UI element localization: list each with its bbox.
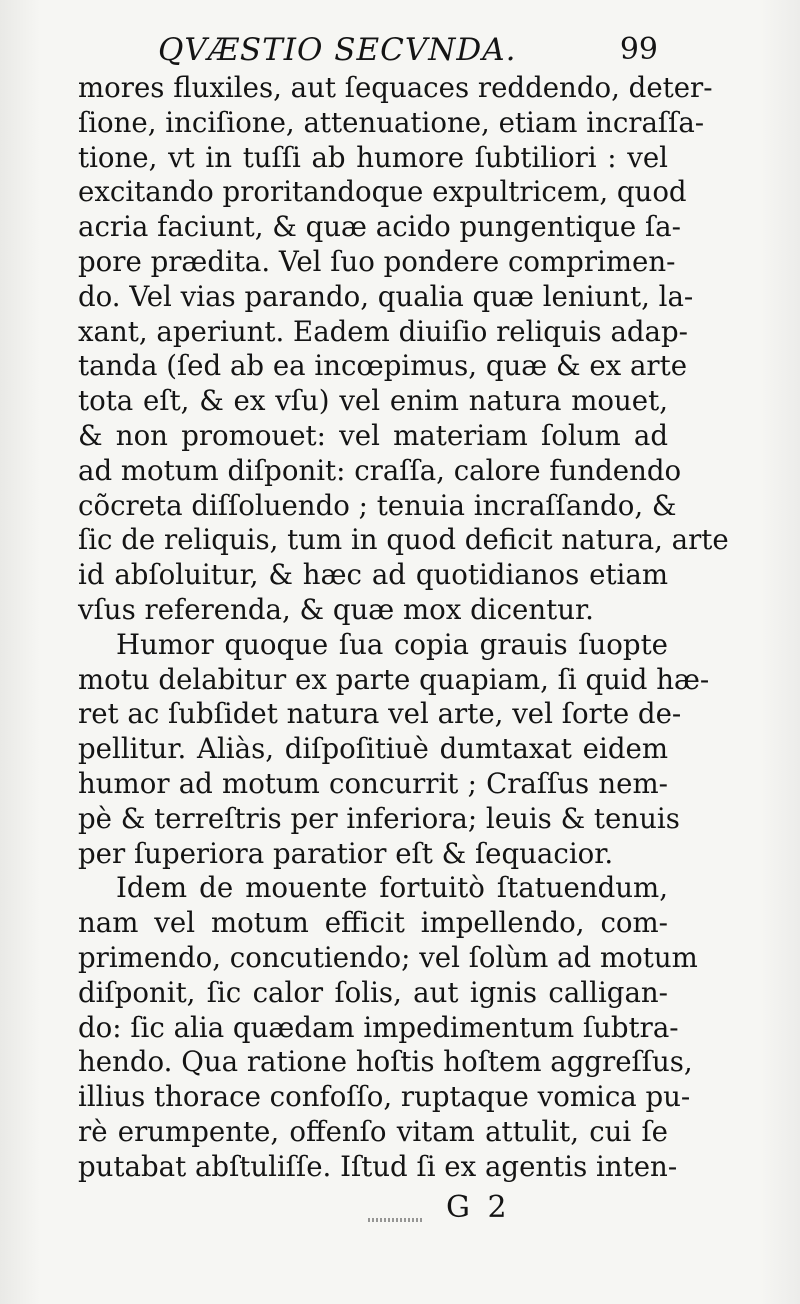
text-line: ad motum diſponit: craſſa, calore fundendo: [78, 453, 682, 487]
text-line: xant, aperiunt. Eadem diuiſio reliquis adap-: [78, 314, 688, 348]
text-line: do: ſic alia quædam impedimentum ſubtra-: [78, 1010, 679, 1044]
text-line: motu delabitur ex parte quapiam, ſi quid hæ-: [78, 662, 710, 696]
text-line: tota eſt, & ex vſu) vel enim natura mouet,: [78, 384, 668, 418]
text-line: pè & terreſtris per inferiora; leuis & tenuis: [78, 801, 680, 835]
text-line: do. Vel vias parando, qualia quæ leniunt, la-: [78, 279, 694, 313]
text-line: diſponit, ſic calor ſolis, aut ignis calligan-: [78, 975, 668, 1009]
text-line: pore prædita. Vel ſuo pondere comprimen-: [78, 244, 676, 278]
ink-smudge: [368, 1218, 424, 1222]
body-text: [78, 71, 729, 1185]
running-head-title: QVÆSTIO SECVNDA.: [158, 32, 517, 68]
text-line: ſic de reliquis, tum in quod deficit natura, arte: [78, 523, 729, 557]
text-line: tione, vt in tuſſi ab humore ſubtiliori : vel: [78, 140, 668, 174]
text-line: mores fluxiles, aut ſequaces reddendo, deter-: [78, 71, 713, 104]
paragraph-first-line: Idem de mouente fortuitò ſtatuendum,: [116, 871, 668, 905]
paragraph-first-line: Humor quoque ſua copia grauis ſuopte: [116, 627, 668, 661]
text-line: nam vel motum efficit impellendo, com-: [78, 906, 668, 940]
text-line: primendo, concutiendo; vel ſolùm ad motum: [78, 940, 698, 974]
text-line: vſus referenda, & quæ mox dicentur.: [78, 592, 594, 626]
text-line: per ſuperiora paratior eſt & ſequacior.: [78, 836, 614, 870]
text-line: acria faciunt, & quæ acido pungentique ſa-: [78, 210, 681, 244]
text-line: ret ac ſubſidet natura vel arte, vel ſorte de-: [78, 697, 682, 731]
text-line: rè erumpente, offenſo vitam attulit, cui ſe: [78, 1114, 668, 1148]
running-head: [158, 32, 658, 72]
text-line: & non promouet: vel materiam ſolum ad: [78, 418, 668, 452]
text-line: humor ad motum concurrit ; Craſſus nem-: [78, 766, 668, 800]
text-line: ſione, inciſione, attenuatione, etiam incraſſa-: [78, 105, 705, 139]
signature-mark: G 2: [446, 1190, 511, 1225]
text-line: id abſoluitur, & hæc ad quotidianos etiam: [78, 558, 668, 592]
text-line: pellitur. Aliàs, diſpoſitiuè dumtaxat eidem: [78, 732, 668, 766]
text-line: illius thorace confoſſo, ruptaque vomica pu-: [78, 1080, 691, 1114]
text-line: putabat abſtuliſſe. Iſtud ſi ex agentis inten-: [78, 1149, 678, 1183]
text-line: tanda (ſed ab ea incœpimus, quæ & ex arte: [78, 349, 688, 383]
text-line: hendo. Qua ratione hoſtis hoſtem aggreſſus,: [78, 1045, 693, 1079]
page-number: 99: [619, 32, 658, 67]
text-line: excitando proritandoque expultricem, quod: [78, 175, 687, 209]
text-line: cõcreta diſſoluendo ; tenuia incraſſando, &: [78, 488, 677, 522]
